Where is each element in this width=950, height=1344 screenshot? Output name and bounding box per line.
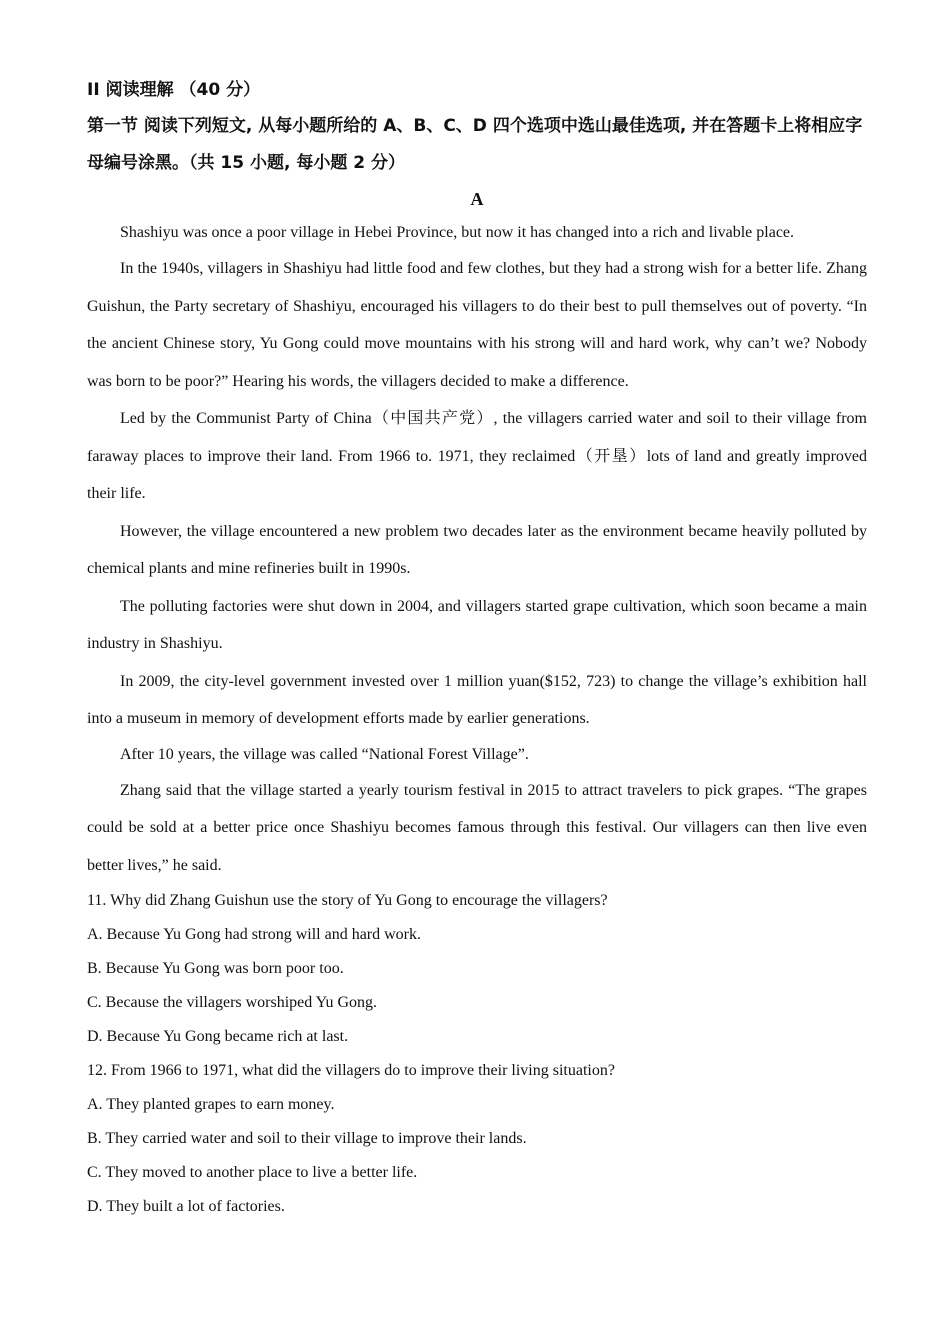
question-11 (87, 884, 867, 1054)
question-12 (87, 1054, 867, 1224)
answer-option-d: D. They built a lot of factories. (87, 1198, 285, 1215)
passage-paragraph: The polluting factories were shut down in 2004, and villagers started grape cultivation, which soon became a main industry in Shashiyu. (87, 597, 867, 652)
passage-label: A (470, 189, 484, 209)
answer-option-d: D. Because Yu Gong became rich at last. (87, 1028, 349, 1045)
question-stem: 12. From 1966 to 1971, what did the villagers do to improve their living situation? (87, 1062, 615, 1079)
section-instructions: 第一节 阅读下列短文, 从每小题所给的 A、B、C、D 四个选项中选山最佳选项, 并在答题卡上将相应字母编号涂黑。（共 15 小题, 每小题 2 分） (87, 116, 863, 173)
answer-option-c: C. They moved to another place to live a better life. (87, 1164, 418, 1181)
passage-paragraph: However, the village encountered a new problem two decades later as the environment became heavily polluted by chemical plants and mine refineries built in 1990s. (87, 522, 867, 577)
answer-option-c: C. Because the villagers worshiped Yu Gong. (87, 994, 378, 1011)
passage-paragraph: After 10 years, the village was called “National Forest Village”. (120, 745, 529, 763)
section-title: II 阅读理解 （40 分） (87, 80, 261, 100)
passage-paragraph: In 2009, the city-level government invested over 1 million yuan($152, 723) to change the village’s exhibition hall into a museum in memory of development efforts made by earlier generations. (87, 672, 867, 727)
exam-page (87, 72, 867, 1224)
passage-paragraph: Shashiyu was once a poor village in Hebei Province, but now it has changed into a rich and livable place. (120, 224, 795, 241)
answer-option-b: B. They carried water and soil to their village to improve their lands. (87, 1130, 527, 1147)
answer-option-a: A. Because Yu Gong had strong will and hard work. (87, 926, 422, 943)
answer-option-b: B. Because Yu Gong was born poor too. (87, 960, 344, 977)
passage-paragraph: In the 1940s, villagers in Shashiyu had little food and few clothes, but they had a strong wish for a better life. Zhang Guishun, the Party secretary of Shashiyu, encouraged his villagers to do their best to pull themselves out of poverty. “In the ancient Chinese story, Yu Gong could move mountains with his strong will and hard work, why can’t we? Nobody was born to be poor?” Hearing his words, the villagers decided to make a difference. (87, 260, 867, 390)
passage-paragraph: Zhang said that the village started a yearly tourism festival in 2015 to attract travelers to pick grapes. “The grapes could be sold at a better price once Shashiyu becomes famous through this festival. Our villagers can then live even better lives,” he said. (87, 781, 867, 874)
question-stem: 11. Why did Zhang Guishun use the story of Yu Gong to encourage the villagers? (87, 892, 608, 909)
passage-paragraph: Led by the Communist Party of China（中国共产党）, the villagers carried water and soil to their village from faraway places to improve their land. From 1966 to. 1971, they reclaimed（开垦）lots of land and greatly improved their life. (87, 410, 867, 502)
answer-option-a: A. They planted grapes to earn money. (87, 1096, 335, 1113)
